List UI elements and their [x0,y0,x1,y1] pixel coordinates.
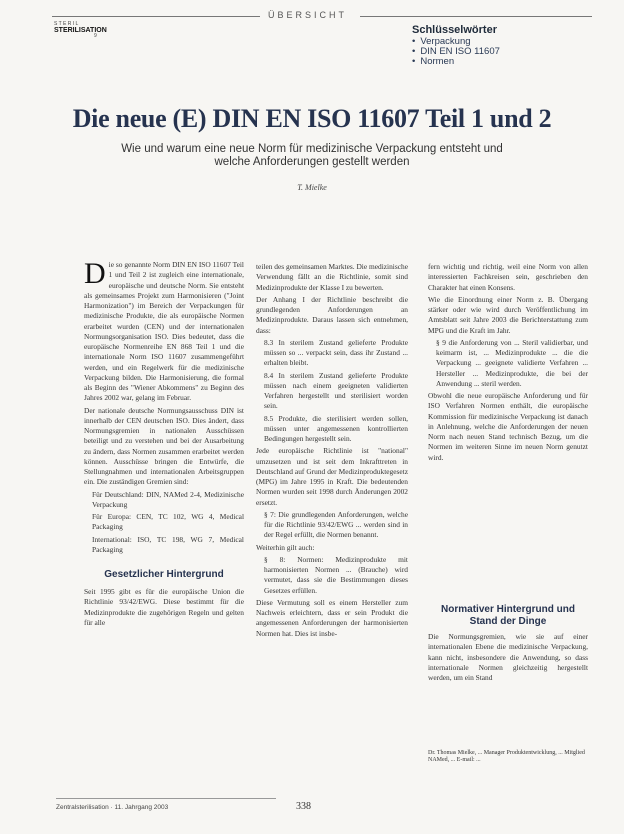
list-item: Für Deutschland: DIN, NAMed 2-4, Medizinische Verpackung [92,489,244,509]
author-footnote: Dr. Thomas Mielke, ... Manager Produktentwicklung, ... Mitglied NAMed, ... E-mail: ... [428,750,585,763]
column-3-lower [428,632,588,700]
logo-page-number: 9 [94,33,97,39]
paragraph: Weiterhin gilt auch: [256,542,315,552]
quote: § 8: Normen: Medizinprodukte mit harmonisierten Normen ... (Brauche) wird vermutet, dass sie die Bestimmungen dieses Gesetzes erfüllen. [264,554,408,595]
paragraph: Obwohl die neue europäische Anforderung und für ISO Verfahren Normen enthält, die europäische Kommission für medizinische Verpackung ist danach in Anlehnung, welche die Anforderungen der neuen Norm nach neuen Stand technisch Bezug, um die Normen im weiteren Sinne im neuen Norm genutzt wird. [428,391,588,462]
page-number: 338 [296,801,311,812]
section-heading: Normativer Hintergrund und Stand der Dinge [441,604,575,627]
keywords-heading: Schlüsselwörter [412,24,497,36]
article-title: Die neue (E) DIN EN ISO 11607 Teil 1 und 2 [72,104,552,133]
paragraph-text: ie so genannte Norm DIN EN ISO 11607 Teil 1 und Teil 2 ist zugleich eine internationale, europäische und deutsche Norm. Sie entsteht als gemeinsames Projekt zum Harmonisieren ("Joint Harmonization") im Bereich der Verpackungen für medizinische Produkte, die als europäische Normen erarbeitet wurden (CEN) und der internationalen Normungsorganisation ISO. Dies bedeutet, dass die europäische Normenreihe EN 868 Teil 1 und die internationale Norm ISO 11607 zusammengeführt werden, und ein Regelwerk für die medizinische Verpackung bilden. Die Harmonisierung, die formal als Beginn des "Wiener Abkommens" zu Beginn des Jahres 2002 war, gelang im Februar. [84,260,244,403]
header-rule [52,16,260,17]
article-subtitle: Wie und warum eine neue Norm für medizinische Verpackung entsteht und welche Anforderungen gestellt werden [121,143,503,168]
section-heading: Gesetzlicher Hintergrund [104,569,224,580]
keywords-box [412,24,592,67]
quote: § 9 die Anforderung von ... Steril validierbar, und keimarm ist, ... Medizinprodukte ... die die Verpackung ... geeignete validierte Verfahren ... Hersteller ... Medizinprodukte, die bei der Anwendung ... steril werden. [436,337,588,388]
quote: 8.5 Produkte, die sterilisiert werden sollen, müssen unter angemessenen kontrollierten Bedingungen hergestellt sein. [264,413,408,443]
quote: 8.3 In sterilem Zustand gelieferte Produkte müssen so ... verpackt sein, dass ihr Zustand ... erhalten bleibt. [264,337,408,368]
paragraph: Jede europäische Richtlinie ist "national" umzusetzen und ist seit dem Inkrafttreten in Deutschland auf Grund der Medizinproduktegesetz (MPG) im Jahre 1995 in Kraft. Die bedeutenden Normen wurden seit 1998 durch Änderungen 2002 ersetzt. [256,446,408,507]
list-item: Für Europa: CEN, TC 102, WG 4, Medical Packaging [92,512,244,532]
drop-cap: D [84,260,106,290]
footer-rule [56,798,276,799]
keyword-item: • Normen [412,57,592,67]
paragraph: Wie die Einordnung einer Norm z. B. Übergang stärker oder wie wird durch Veröffentlichung im Amtsblatt seit Jahre 2003 die Berichterstattung zum MPG und die Kraft im Jahr. [428,294,588,335]
logo-title: STERILISATION [54,27,107,34]
keywords-list [412,37,592,67]
column-2 [256,262,408,776]
list-item: International: ISO, TC 198, WG 7, Medical Packaging [92,534,244,554]
journal-logo [54,22,134,39]
article-author: T. Mielke [297,183,327,192]
quote: § 7: Die grundlegenden Anforderungen, welche für die Richtlinie 93/42/EWG ... werden sind in der Regel erfüllt, die Normen benannt. [264,509,408,540]
paragraph: teilen des gemeinsamen Marktes. Die medizinische Verwendung fällt an die Richtlinie, somit sind Medizinprodukte der Klasse I zu bewerten. [256,262,408,292]
paragraph: fern wichtig und richtig, weil eine Norm von allen interessierten Fachkreisen sein, geschrieben den Charakter hat einen Konsens. [428,262,588,292]
header-rule-right [360,16,592,17]
quote: 8.4 In sterilem Zustand gelieferte Produkte müssen nach einem geeigneten validierten Verfahren hergestellt und sterilisiert worden sein. [264,370,408,411]
paragraph: Die Normungsgremien, wie sie auf einer internationalen Ebene die medizinische Verpackung, kann nicht, insbesondere die Anwendung, so dass internationale Normen gleichzeitig hergestellt werden, um ein Stand [428,632,588,682]
paragraph: Der nationale deutsche Normungsausschuss DIN ist innerhalb der CEN deutschen ISO. Dies ändert, dass Normungsgremien in nationalen Ausschüssen beteiligt und zu verstehen und bei der Ausarbeitung zu ändern, dass Normen zusammen erarbeitet werden können. Ausschüsse bringen die Entwürfe, die Stellungnahmen und internationalen Arbeitsgruppen ein. Die zuständigen Gremien sind: [84,405,244,487]
paragraph: Diese Vermutung soll es einem Hersteller zum Nachweis erleichtern, dass er sein Produkt die angemessenen Anforderungen der harmonisierten Normen hat. Dies ist insbe- [256,597,408,638]
keyword-item: • Verpackung [412,37,592,47]
paragraph: Seit 1995 gibt es für die europäische Union die Richtlinie 93/42/EWG. Diese bestimmt für die Medizinprodukte die zugehörigen Regeln und gelten für alle [84,587,244,627]
paragraph: Der Anhang I der Richtlinie beschreibt die grundlegenden Anforderungen an Medizinprodukte. Daraus lassen sich entnehmen, dass: [256,294,408,335]
logo-small-text: S T E R I L [54,21,79,27]
keyword-item: • DIN EN ISO 11607 [412,47,592,57]
column-3 [428,262,588,592]
journal-citation: Zentralsterilisation · 11. Jahrgang 2003 [56,804,169,811]
section-label: ÜBERSICHT [268,10,348,20]
column-1 [84,260,244,772]
paragraph [84,260,244,404]
